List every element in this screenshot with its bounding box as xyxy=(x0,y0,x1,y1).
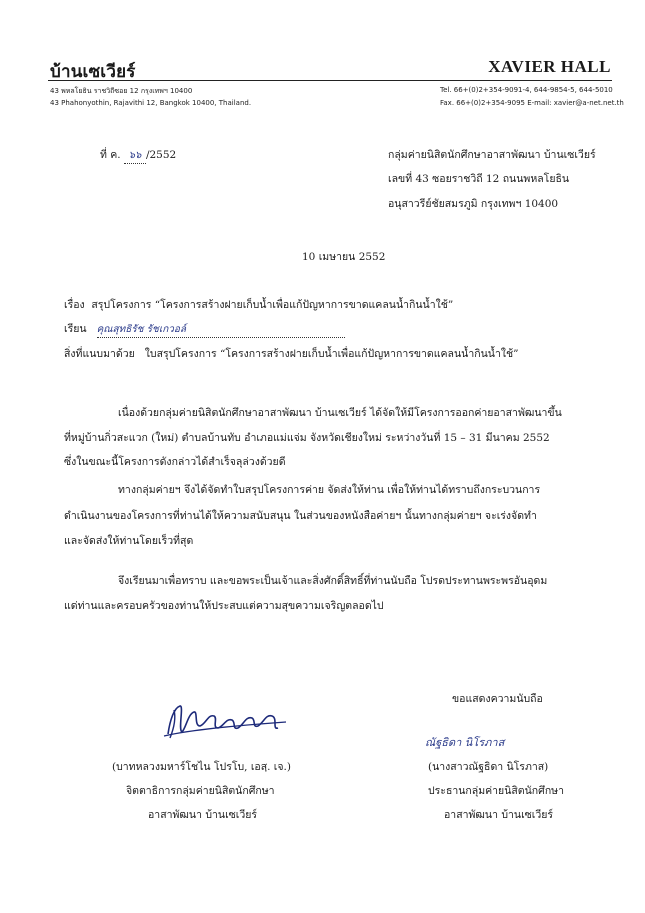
reference-prefix: ที่ ค. xyxy=(100,149,121,161)
right-signatory-title1: ประธานกลุ่มค่ายนิสิตนักศึกษา xyxy=(428,785,564,797)
subject-label: เรื่อง xyxy=(64,299,85,311)
letterhead-telephone: Tel. 66+(0)2+354-9091-4, 644-9854-5, 644-5010 xyxy=(440,86,613,94)
left-signatory-title2: อาสาพัฒนา บ้านเซเวียร์ xyxy=(148,809,258,821)
letterhead-name-thai: บ้านเซเวียร์ xyxy=(50,62,136,82)
salutation-label: เรียน xyxy=(64,323,87,335)
paragraph3-line2: แด่ท่านและครอบครัวของท่านให้ประสบแต่ความสุขความเจริญตลอดไป xyxy=(64,600,384,612)
enclosure-label: สิ่งที่แนบมาด้วย xyxy=(64,348,135,360)
paragraph1-line3: ซึ่งในขณะนี้โครงการดังกล่าวได้สำเร็จลุล่วงด้วยดี xyxy=(64,456,286,468)
left-signatory-title1: จิตตาธิการกลุ่มค่ายนิสิตนักศึกษา xyxy=(126,785,275,797)
letter-date: 10 เมษายน 2552 xyxy=(302,251,386,263)
right-signatory-title2: อาสาพัฒนา บ้านเซเวียร์ xyxy=(444,809,554,821)
letterhead-name-english: XAVIER HALL xyxy=(488,57,611,76)
paragraph2-line3: และจัดส่งให้ท่านโดยเร็วที่สุด xyxy=(64,535,194,547)
reference-handwritten-number: ๖๖ xyxy=(124,148,146,164)
paragraph2-line2: ดำเนินงานของโครงการที่ท่านได้ให้ความสนับสนุน ในส่วนของหนังสือค่ายฯ นั้นทางกลุ่มค่ายฯ จะเร่งจัดทำ xyxy=(64,510,537,522)
enclosure-text: ใบสรุปโครงการ “โครงการสร้างฝายเก็บน้ำเพื่อแก้ปัญหาการขาดแคลนน้ำกินน้ำใช้” xyxy=(144,348,519,360)
reference-number xyxy=(100,146,176,164)
left-signature-image xyxy=(160,700,290,742)
sender-address-line2: เลขที่ 43 ซอยราชวิถี 12 ถนนพหลโยธิน xyxy=(388,173,570,185)
paragraph1-line1: เนื่องด้วยกลุ่มค่ายนิสิตนักศึกษาอาสาพัฒนา บ้านเซเวียร์ ได้จัดให้มีโครงการออกค่ายอาสาพัฒนาขึ้น xyxy=(118,407,562,419)
salutation-line xyxy=(64,320,345,338)
enclosure-line xyxy=(64,345,518,362)
paragraph3-line1: จึงเรียนมาเพื่อทราบ และขอพระเป็นเจ้าและสิ่งศักดิ์สิทธิ์ที่ท่านนับถือ โปรดประทานพระพรอันอุดม xyxy=(118,575,548,587)
subject-line xyxy=(64,296,453,313)
sender-address-line3: อนุสาวรีย์ชัยสมรภูมิ กรุงเทพฯ 10400 xyxy=(388,198,559,210)
right-handwritten-signature: ณัฐธิดา นิโรภาส xyxy=(425,736,505,749)
left-signatory-name: (บาทหลวงมหาร์โชไน โปรโบ, เอสฺ. เจ.) xyxy=(112,761,291,773)
letterhead-divider xyxy=(48,80,612,81)
recipient-handwritten-name: คุณสุทธิรัช รัชเกวอล์ xyxy=(97,322,345,338)
paragraph1-line2: ที่หมู่บ้านกิ่วสะแวก (ใหม่) ตำบลบ้านทับ อำเภอแม่แจ่ม จังหวัดเชียงใหม่ ระหว่างวันที่ 15 – 31 มีนาคม 2552 xyxy=(64,432,550,444)
letterhead-fax-email: Fax. 66+(0)2+354-9095 E-mail: xavier@a-net.net.th xyxy=(440,99,624,107)
closing-regards: ขอแสดงความนับถือ xyxy=(452,693,543,705)
letterhead-address-english: 43 Phahonyothin, Rajavithi 12, Bangkok 10400, Thailand. xyxy=(50,99,252,107)
right-signatory-name: (นางสาวณัฐธิดา นิโรภาส) xyxy=(428,761,549,773)
paragraph2-line1: ทางกลุ่มค่ายฯ จึงได้จัดทำใบสรุปโครงการค่าย จัดส่งให้ท่าน เพื่อให้ท่านได้ทราบถึงกระบวนการ xyxy=(118,484,541,496)
reference-year: /2552 xyxy=(145,149,177,161)
sender-address-line1: กลุ่มค่ายนิสิตนักศึกษาอาสาพัฒนา บ้านเซเวียร์ xyxy=(388,149,596,161)
subject-text: สรุปโครงการ “โครงการสร้างฝายเก็บน้ำเพื่อแก้ปัญหาการขาดแคลนน้ำกินน้ำใช้” xyxy=(91,299,454,311)
letterhead-address-thai: 43 พหลโยธิน ราชวิถีซอย 12 กรุงเทพฯ 10400 xyxy=(50,87,193,95)
